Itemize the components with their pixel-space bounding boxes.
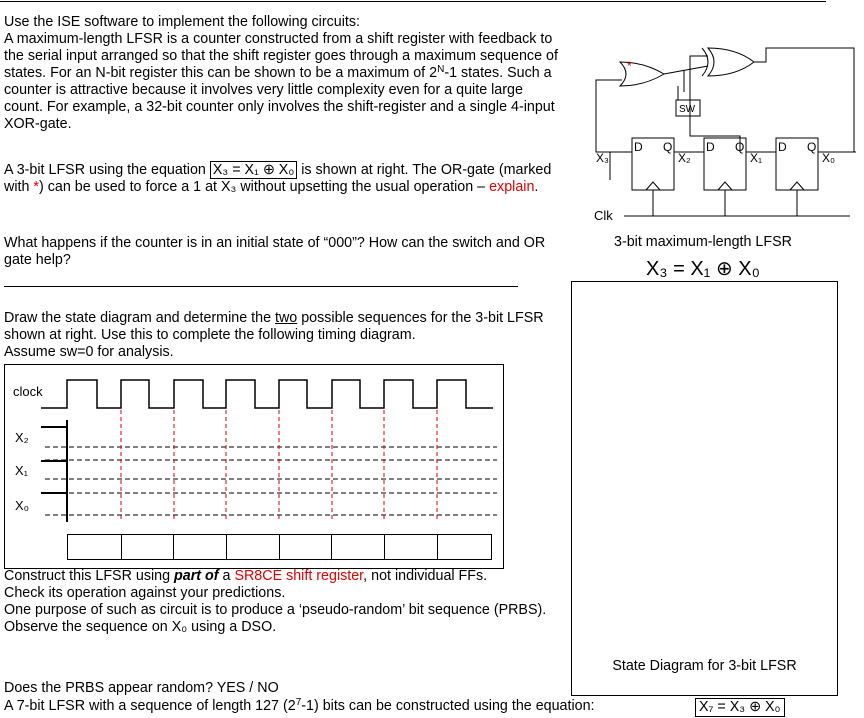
assume-note: Assume sw=0 for analysis. xyxy=(4,344,174,360)
circuit-equation: X₃ = X₁ ⊕ X₀ xyxy=(646,258,760,280)
top-rule xyxy=(0,1,826,2)
question-state-diagram: Draw the state diagram and determine the two possible sequences for the 3-bit LFSR shown at right. Use this to complete the following timing diagram. Assume sw=0 for analysis. xyxy=(4,310,544,360)
equation-box: X₃ = X₁ ⊕ X₀ xyxy=(210,161,297,179)
svg-text:Q: Q xyxy=(735,140,745,154)
state-slot[interactable] xyxy=(384,535,438,559)
timing-diagram xyxy=(4,364,504,569)
intro-line: Use the ISE software to implement the following circuits: xyxy=(4,14,360,30)
clk-label: Clk xyxy=(594,208,613,223)
state-slot[interactable] xyxy=(226,535,280,559)
x0-label: X₀ xyxy=(15,498,30,513)
x2-label: X₂ xyxy=(15,430,29,445)
question-or-gate: A 3-bit LFSR using the equation X₃ = X₁ ⊕ X₀ is shown at right. The OR-gate (marked with *) can be used to force a 1 at X₃ without upsetting the usual operation – explain. xyxy=(4,162,552,195)
state-slot[interactable] xyxy=(437,535,492,559)
prbs-question: Does the PRBS appear random? YES / NO xyxy=(4,680,279,696)
state-slot[interactable] xyxy=(68,535,122,559)
label-x2: X₂ xyxy=(678,151,691,165)
state-slot[interactable] xyxy=(279,535,332,559)
state-slot[interactable] xyxy=(331,535,385,559)
clock-label: clock xyxy=(13,384,43,399)
question-initial-state: What happens if the counter is in an initial state of “000”? How can the switch and OR gate help? xyxy=(4,235,546,268)
label-x1: X₁ xyxy=(750,151,763,165)
x1-label: X₁ xyxy=(15,463,29,478)
svg-text:D: D xyxy=(706,140,715,154)
svg-text:Q: Q xyxy=(807,140,817,154)
prbs-7bit-line: A 7-bit LFSR with a sequence of length 127 $(2^7-1)$ bits can be constructed using the equation: xyxy=(4,697,595,714)
or-gate-star: * xyxy=(627,59,632,73)
circuit-caption: 3-bit maximum-length LFSR xyxy=(614,234,792,250)
svg-text:Q: Q xyxy=(663,140,673,154)
label-x0: X₀ xyxy=(822,151,835,165)
state-slot[interactable] xyxy=(121,535,174,559)
svg-text:D: D xyxy=(778,140,787,154)
intro-paragraph: A maximum-length LFSR is a counter constructed from a shift register with feedback to the serial input arranged so that the shift register goes through a maximum sequence of states. For an N-bit register this can be shown to be a maximum of $2^N-1$ states. Such a counter is attractive because it involves very little complexity even for a quite large count. For example, a 32-bit counter only involves the shift-register and a single 4-input XOR-gate. xyxy=(4,31,558,132)
state-slot[interactable] xyxy=(173,535,227,559)
lfsr-circuit xyxy=(586,40,864,230)
equation-7bit-box: X₇ = X₃ ⊕ X₀ xyxy=(695,698,785,717)
label-x3: X₃ xyxy=(596,151,609,165)
divider xyxy=(4,286,518,287)
state-diagram-caption: State Diagram for 3-bit LFSR xyxy=(612,658,797,674)
state-diagram-box[interactable] xyxy=(571,281,838,696)
construct-section: Construct this LFSR using part of a SR8CE shift register, not individual FFs. Check its operation against your predictions. One purpose of such as circuit is to produce a ‘pseudo-random’ bit sequence (PRBS). Observe the sequence on X₀ using a DSO. xyxy=(4,568,547,635)
state-slots xyxy=(67,534,492,560)
switch-label: SW xyxy=(679,104,696,115)
svg-text:D: D xyxy=(634,140,643,154)
xor-gate xyxy=(708,48,754,76)
